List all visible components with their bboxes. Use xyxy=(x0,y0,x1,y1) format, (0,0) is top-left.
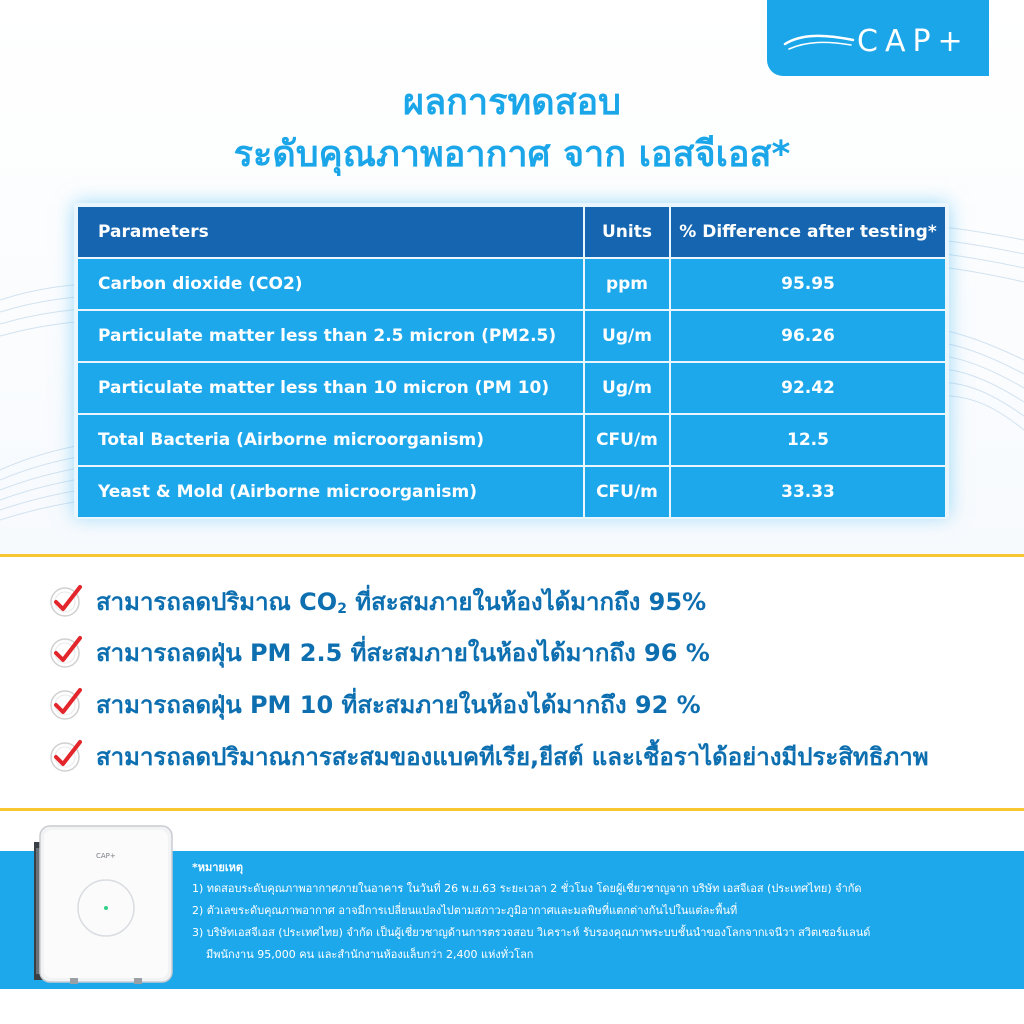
cell-parameter: Carbon dioxide (CO2) xyxy=(77,258,584,310)
benefit-text: สามารถลดฝุ่น PM 2.5 ที่สะสมภายในห้องได้มากถึง 96 % xyxy=(96,638,710,667)
cell-parameter: Particulate matter less than 10 micron (PM 10) xyxy=(77,362,584,414)
brand-logo xyxy=(767,0,989,76)
cell-value: 96.26 xyxy=(670,310,946,362)
list-item xyxy=(48,628,710,676)
page-title-line-2: ระดับคุณภาพอากาศ จาก เอสจีเอส* xyxy=(233,134,791,175)
table-header-row xyxy=(77,206,946,258)
logo-text: CAP+ xyxy=(857,24,970,59)
list-item xyxy=(48,732,929,780)
footnote-1: 1) ทดสอบระดับคุณภาพอากาศภายในอาคาร ในวันที่ 26 พ.ย.63 ระยะเวลา 2 ชั่วโมง โดยผู้เชี่ยวชาญจาก บริษัท เอสจีเอส (ประเทศไทย) จำกัด xyxy=(192,882,862,895)
cell-value: 92.42 xyxy=(670,362,946,414)
header-difference: % Difference after testing* xyxy=(670,206,946,258)
header-parameters: Parameters xyxy=(77,206,584,258)
checkmark-icon xyxy=(48,739,82,773)
bottom-strip xyxy=(0,989,1024,1024)
notes-heading: *หมายเหตุ xyxy=(192,861,244,874)
cell-unit: Ug/m xyxy=(584,362,670,414)
table-row xyxy=(77,258,946,310)
logo-swoosh-icon xyxy=(783,30,855,54)
footnote-3-continued: มีพนักงาน 95,000 คน และสำนักงานห้องแล็บกว่า 2,400 แห่งทั่วโลก xyxy=(206,948,534,961)
cell-parameter: Yeast & Mold (Airborne microorganism) xyxy=(77,466,584,518)
cell-value: 95.95 xyxy=(670,258,946,310)
cell-unit: CFU/m xyxy=(584,414,670,466)
table-row xyxy=(77,310,946,362)
table-row xyxy=(77,466,946,518)
table-row xyxy=(77,362,946,414)
page-title-line-1: ผลการทดสอบ xyxy=(402,82,622,123)
cell-unit: CFU/m xyxy=(584,466,670,518)
list-item xyxy=(48,577,706,625)
list-item xyxy=(48,680,701,728)
cell-unit: Ug/m xyxy=(584,310,670,362)
cell-parameter: Particulate matter less than 2.5 micron (PM2.5) xyxy=(77,310,584,362)
cell-unit: ppm xyxy=(584,258,670,310)
air-purifier-image xyxy=(30,822,176,987)
footnote-2: 2) ตัวเลขระดับคุณภาพอากาศ อาจมีการเปลี่ยนแปลงไปตามสภาวะภูมิอากาศและมลพิษที่แตกต่างกันไปในแต่ละพื้นที่ xyxy=(192,904,738,917)
checkmark-icon xyxy=(48,687,82,721)
checkmark-icon xyxy=(48,584,82,618)
benefit-text: สามารถลดปริมาณ $CO_2$ ที่สะสมภายในห้องได้มากถึง 95% xyxy=(96,587,707,617)
footnote-3: 3) บริษัทเอสจีเอส (ประเทศไทย) จำกัด เป็นผู้เชี่ยวชาญด้านการตรวจสอบ วิเคราะห์ รับรองคุณภาพระบบชั้นนำของโลกจากเจนีวา สวิตเซอร์แลนด์ xyxy=(192,926,871,939)
footnotes xyxy=(192,858,1012,966)
header-units: Units xyxy=(584,206,670,258)
benefit-text: สามารถลดปริมาณการสะสมของแบคทีเรีย,ยีสต์ และเชื้อราได้อย่างมีประสิทธิภาพ xyxy=(96,742,929,771)
benefits-list xyxy=(0,557,1024,808)
cell-parameter: Total Bacteria (Airborne microorganism) xyxy=(77,414,584,466)
results-table xyxy=(74,203,949,517)
benefit-text: สามารถลดฝุ่น PM 10 ที่สะสมภายในห้องได้มากถึง 92 % xyxy=(96,690,701,719)
cell-value: 33.33 xyxy=(670,466,946,518)
device-logo-text: CAP+ xyxy=(96,852,116,860)
cell-value: 12.5 xyxy=(670,414,946,466)
table-row xyxy=(77,414,946,466)
checkmark-icon xyxy=(48,635,82,669)
